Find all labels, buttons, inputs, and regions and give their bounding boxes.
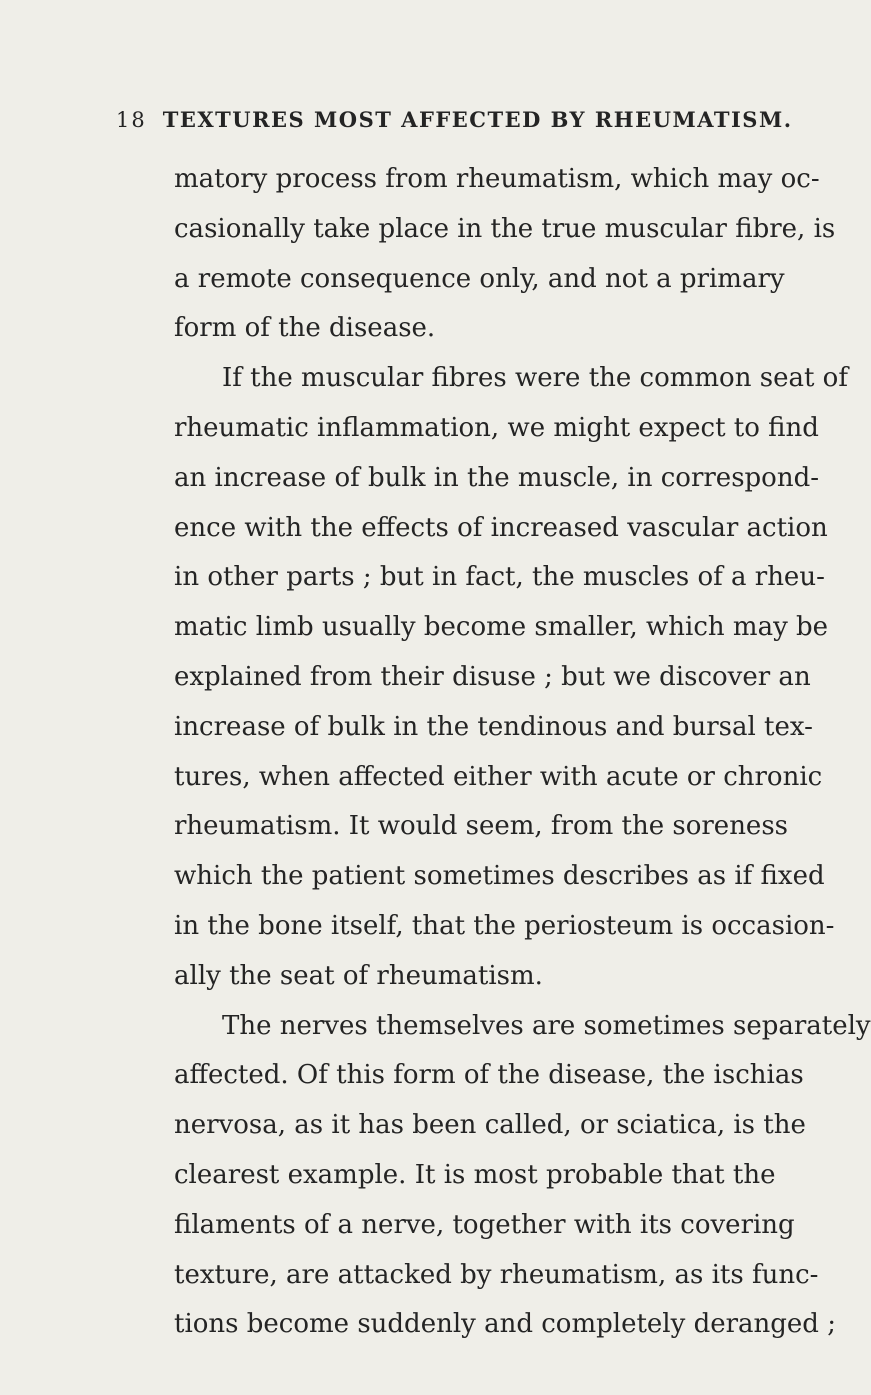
text-line: which the patient sometimes describes as if fixed — [174, 861, 825, 892]
text-line: rheumatism. It would seem, from the soreness — [174, 811, 789, 842]
text-line: If the muscular fibres were the common seat of — [222, 363, 848, 394]
text-line: a remote consequence only, and not a primary — [174, 263, 785, 294]
text-line: tions become suddenly and completely deranged ; — [174, 1309, 836, 1340]
text-line: form of the disease. — [174, 313, 436, 344]
text-line: ally the seat of rheumatism. — [174, 960, 543, 991]
text-line: tures, when affected either with acute or chronic — [174, 761, 823, 792]
text-line: explained from their disuse ; but we discover an — [174, 661, 811, 692]
text-line: matic limb usually become smaller, which may be — [174, 612, 829, 643]
page-header — [116, 107, 793, 132]
text-line: rheumatic inflammation, we might expect to find — [174, 412, 819, 443]
text-line: an increase of bulk in the muscle, in correspond- — [174, 462, 820, 493]
text-line: clearest example. It is most probable that the — [174, 1159, 776, 1190]
text-line: ence with the effects of increased vascular action — [174, 512, 828, 543]
text-line: matory process from rheumatism, which may oc- — [174, 164, 820, 194]
text-line: The nerves themselves are sometimes separately — [222, 1010, 871, 1041]
text-line: in the bone itself, that the periosteum is occasion- — [174, 910, 835, 941]
text-line: texture, are attacked by rheumatism, as its func- — [174, 1259, 819, 1290]
page-number: 18 — [116, 108, 147, 132]
text-line: filaments of a nerve, together with its covering — [174, 1209, 795, 1240]
text-line: casionally take place in the true muscular fibre, is — [174, 213, 836, 244]
text-line: nervosa, as it has been called, or sciatica, is the — [174, 1110, 806, 1141]
body-text — [174, 155, 871, 1350]
text-line: in other parts ; but in fact, the muscles of a rheu- — [174, 562, 825, 593]
running-title: TEXTURES MOST AFFECTED BY RHEUMATISM. — [162, 107, 793, 132]
text-line: increase of bulk in the tendinous and bursal tex- — [174, 711, 813, 742]
text-line: affected. Of this form of the disease, the ischias — [174, 1060, 804, 1091]
